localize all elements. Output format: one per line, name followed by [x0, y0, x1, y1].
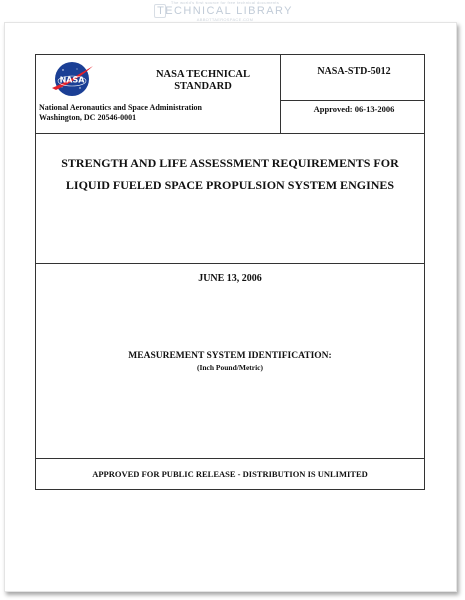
cover-frame: [35, 54, 425, 490]
standard-type-line2: STANDARD: [174, 81, 232, 92]
nasa-logo-text: NASA: [59, 75, 85, 85]
watermark-url: ABBOTTAEROSPACE.COM: [196, 17, 254, 22]
nasa-logo-icon: [50, 61, 94, 97]
library-logo-icon: [154, 4, 166, 18]
standard-type-line1: NASA TECHNICAL: [155, 69, 251, 80]
measurement-subheading: (Inch Pound/Metric): [196, 363, 264, 372]
document-date: JUNE 13, 2006: [198, 273, 262, 284]
agency-location: Washington, DC 20546-0001: [39, 113, 137, 122]
standard-type: [136, 69, 270, 93]
measurement-heading: MEASUREMENT SYSTEM IDENTIFICATION:: [128, 351, 332, 361]
document-title-line1: STRENGTH AND LIFE ASSESSMENT REQUIREMENTS FOR: [61, 156, 399, 170]
watermark-brand: TECHNICAL LIBRARY: [157, 5, 293, 17]
header-divider: [36, 133, 424, 134]
document-title: [36, 152, 424, 196]
library-watermark: [140, 0, 310, 24]
footer-divider: [36, 458, 424, 459]
agency-name: National Aeronautics and Space Administration: [39, 103, 202, 112]
standard-number: NASA-STD-5012: [317, 66, 391, 77]
watermark-tagline: The world's first source for free technical documents: [170, 0, 280, 5]
title-divider: [36, 263, 424, 264]
approval-date: Approved: 06-13-2006: [313, 104, 395, 114]
document-title-line2: LIQUID FUELED SPACE PROPULSION SYSTEM ENGINES: [65, 178, 395, 192]
release-statement: APPROVED FOR PUBLIC RELEASE - DISTRIBUTION IS UNLIMITED: [92, 469, 368, 479]
agency-address: [39, 103, 279, 123]
header-column-divider: [280, 55, 281, 133]
number-divider: [280, 100, 424, 101]
